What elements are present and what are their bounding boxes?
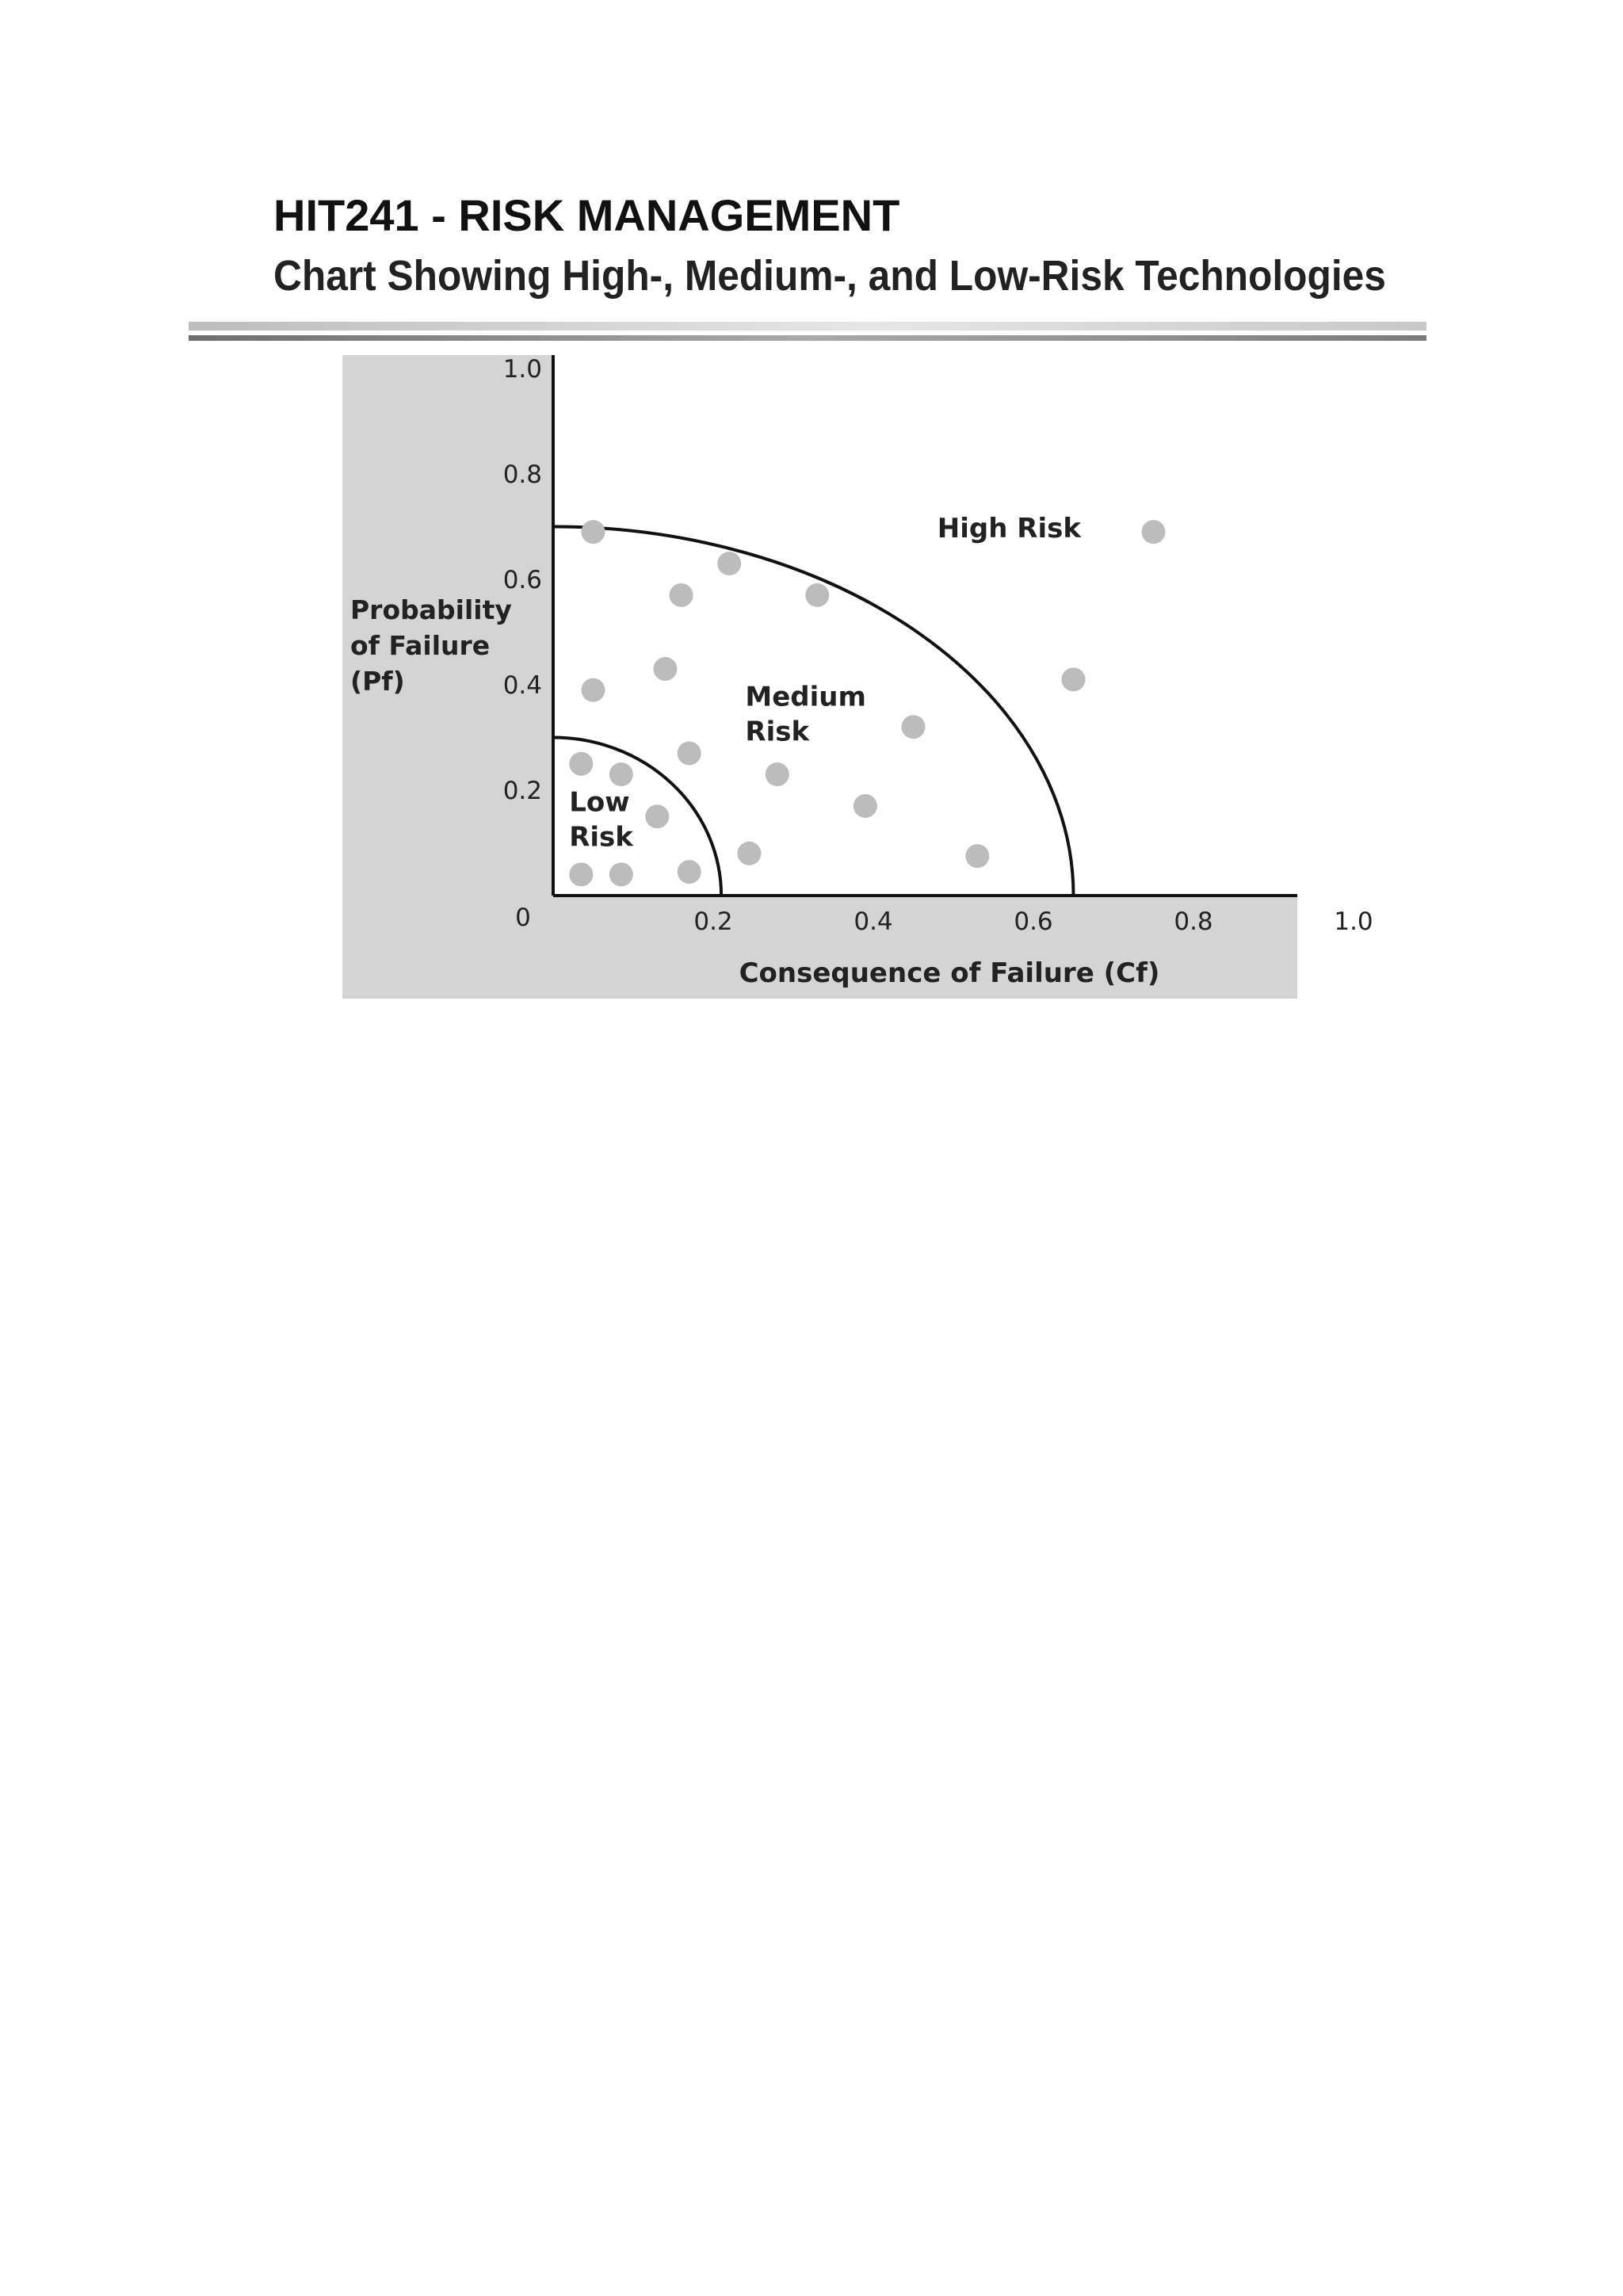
data-point [609, 762, 633, 786]
y-tick-label: 0.8 [502, 460, 542, 489]
data-point [965, 844, 989, 868]
data-point [737, 842, 761, 865]
region-label-line: Medium [745, 681, 866, 713]
slide-title: HIT241 - RISK MANAGEMENT [273, 190, 900, 240]
header-divider-light [189, 322, 1426, 330]
data-point [902, 715, 926, 739]
y-axis-label-line: Probability [350, 594, 512, 625]
y-tick-label: 1.0 [502, 355, 542, 384]
region-label-line: Low [569, 786, 630, 819]
slide-subtitle: Chart Showing High-, Medium-, and Low-Risk Technologies [273, 252, 1386, 300]
data-point [1062, 667, 1086, 691]
slide-header [273, 187, 1462, 308]
data-point [1142, 520, 1166, 544]
data-point [569, 752, 593, 776]
data-point [645, 804, 669, 828]
y-tick-label: 0.6 [502, 566, 542, 594]
data-point [717, 552, 741, 575]
y-axis-label-line: (Pf) [350, 666, 405, 697]
region-label-line: Risk [569, 821, 633, 854]
header-divider-dark [189, 335, 1426, 341]
risk-chart [342, 355, 1373, 999]
x-axis-label: Consequence of Failure (Cf) [739, 957, 1160, 989]
region-label-line: High Risk [937, 512, 1081, 544]
data-point [766, 762, 789, 786]
region-label [938, 513, 1083, 544]
data-point [854, 794, 877, 818]
x-tick-label: 0.8 [1174, 907, 1213, 936]
data-point [569, 862, 593, 886]
data-point [678, 741, 701, 765]
data-point [678, 860, 701, 884]
y-tick-label: 0.2 [502, 777, 542, 805]
y-axis-label-line: of Failure [350, 630, 491, 661]
data-point [653, 657, 677, 681]
region-label-line: Risk [745, 716, 810, 748]
data-point [609, 862, 633, 886]
data-point [582, 678, 605, 702]
data-point [582, 520, 605, 544]
y-tick-label: 0.4 [502, 671, 542, 700]
x-tick-label: 0.6 [1014, 907, 1053, 936]
risk-chart-svg [342, 355, 1373, 999]
x-tick-label: 0.4 [854, 907, 893, 936]
origin-label: 0 [515, 904, 531, 932]
x-tick-label: 1.0 [1334, 907, 1373, 936]
data-point [805, 583, 829, 607]
x-tick-label: 0.2 [693, 907, 733, 936]
data-point [670, 583, 693, 607]
